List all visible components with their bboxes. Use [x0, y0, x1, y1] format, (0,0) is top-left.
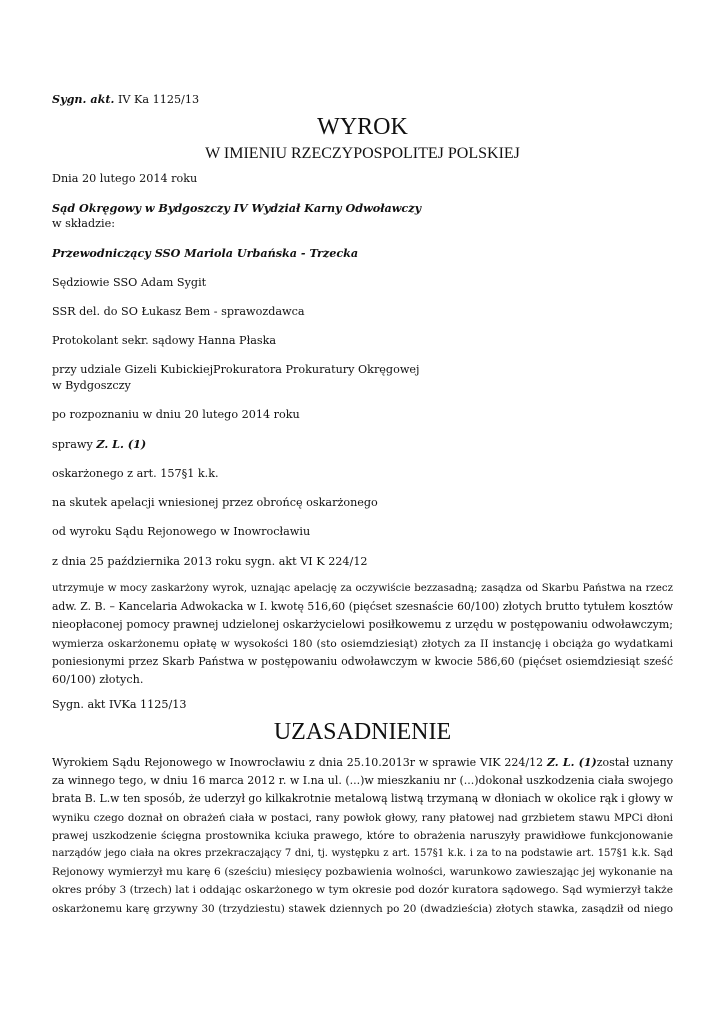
ruling-line: 60/100) złotych. [52, 673, 144, 687]
date-line: Dnia 20 lutego 2014 roku [52, 172, 198, 185]
ruling-line: utrzymuje w mocy zaskarżony wyrok, uznając apelację za oczywiście bezzasadną; zasądza od Skarbu Państwa na rzecz [52, 583, 673, 594]
court-name: Sąd Okręgowy w Bydgoszczy IV Wydział Karny Odwoławczy [52, 201, 422, 215]
appeal-line: na skutek apelacji wniesionej przez obrońcę oskarżonego [52, 496, 378, 509]
presiding-judge: Przewodniczący SSO Mariola Urbańska - Trzecka [52, 246, 359, 260]
justification-line: oskarżonemu karę grzywny 30 (trzydziestu) stawek dziennych po 20 (dwadzieścia) złotych stawka, zasądził od niego [52, 902, 673, 915]
justification-line: za winnego tego, w dniu 16 marca 2012 r. w I.na ul. (...)w mieszkaniu nr (...)dokonał uszkodzenia ciała swojego [52, 774, 674, 788]
justification-paragraph [52, 754, 673, 918]
document-title: WYROK [317, 114, 408, 140]
ruling-line: adw. Z. B. – Kancelaria Adwokacka w I. kwotę 516,60 (pięćset szesnaście 60/100) złotych brutto tytułem kosztów [52, 600, 673, 614]
justification-line: Rejonowy wymierzył mu karę 6 (sześciu) miesięcy pozbawienia wolności, warunkowo zawieszając jej wykonanie na [52, 866, 673, 879]
judgment-date: z dnia 25 października 2013 roku sygn. akt VI K 224/12 [52, 555, 368, 568]
defendant-name: Z. L. (1) [96, 437, 147, 451]
judges: Sędziowie SSO Adam Sygit [52, 276, 207, 289]
prosecutor-line-1: przy udziale Gizeli KubickiejProkuratora Prokuratury Okręgowej [52, 363, 420, 376]
ruling-line: nieopłaconej pomocy prawnej udzielonej oskarżycielowi posiłkowemu z urzędu w postępowaniu odwoławczym; [52, 618, 673, 632]
case-signature-2: Sygn. akt IVKa 1125/13 [52, 698, 187, 711]
case-prefix: sprawy [52, 438, 97, 451]
case-signature-value: IV Ka 1125/13 [114, 93, 200, 106]
charge: oskarżonego z art. 157§1 k.k. [52, 467, 219, 480]
prosecutor-line-2: w Bydgoszczy [52, 379, 131, 392]
composition-label: w składzie: [52, 217, 115, 230]
defendant-name-ref: Z. L. (1) [546, 756, 597, 769]
clerk: Protokolant sekr. sądowy Hanna Płaska [52, 334, 277, 347]
justification-line: narządów jego ciała na okres przekraczający 7 dni, tj. występku z art. 157§1 k.k. i za to na podstawie art. 157§1 k.k. Sąd [52, 848, 673, 860]
case-line [52, 437, 146, 452]
judgment-from: od wyroku Sądu Rejonowego w Inowrocławiu [52, 525, 311, 538]
case-signature [52, 92, 199, 107]
rapporteur: SSR del. do SO Łukasz Bem - sprawozdawca [52, 305, 305, 318]
ruling-paragraph [52, 580, 673, 689]
justification-line: wyniku czego doznał on obrażeń ciała w postaci, rany powłok głowy, rany płatowej nad grzbietem stawu MPCi dłoni [52, 811, 673, 824]
justification-line: okres próby 3 (trzech) lat i oddając oskarżonego w tym okresie pod dozór kuratora sądowego. Sąd wymierzył także [52, 884, 673, 897]
justification-line-start: Wyrokiem Sądu Rejonowego w Inowrocławiu z dnia 25.10.2013r w sprawie VIK 224/12 [52, 756, 547, 769]
ruling-line: poniesionymi przez Skarb Państwa w postępowaniu odwoławczym w kwocie 586,60 (pięćset osiemdziesiąt sześć [52, 654, 673, 668]
justification-line: prawej uszkodzenie ścięgna prostownika kciuka prawego, które to obrażenia naruszyły prawidłowe funkcjonowanie [52, 829, 673, 842]
case-signature-label: Sygn. akt. [52, 92, 115, 106]
hearing-date: po rozpoznaniu w dniu 20 lutego 2014 roku [52, 408, 300, 421]
ruling-line: wymierza oskarżonemu opłatę w wysokości 180 (sto osiemdziesiąt) złotych za II instancję i obciąża go wydatkami [52, 637, 673, 650]
justification-line: brata B. L.w ten sposób, że uderzył go kilkakrotnie metalową listwą trzymaną w dłoniach w okolice rąk i głowy w [52, 792, 673, 806]
justification-title: UZASADNIENIE [273, 719, 452, 745]
document-subtitle: W IMIENIU RZECZYPOSPOLITEJ POLSKIEJ [205, 145, 520, 162]
justification-line-end: został uznany [596, 756, 673, 769]
justification-line [52, 754, 673, 772]
